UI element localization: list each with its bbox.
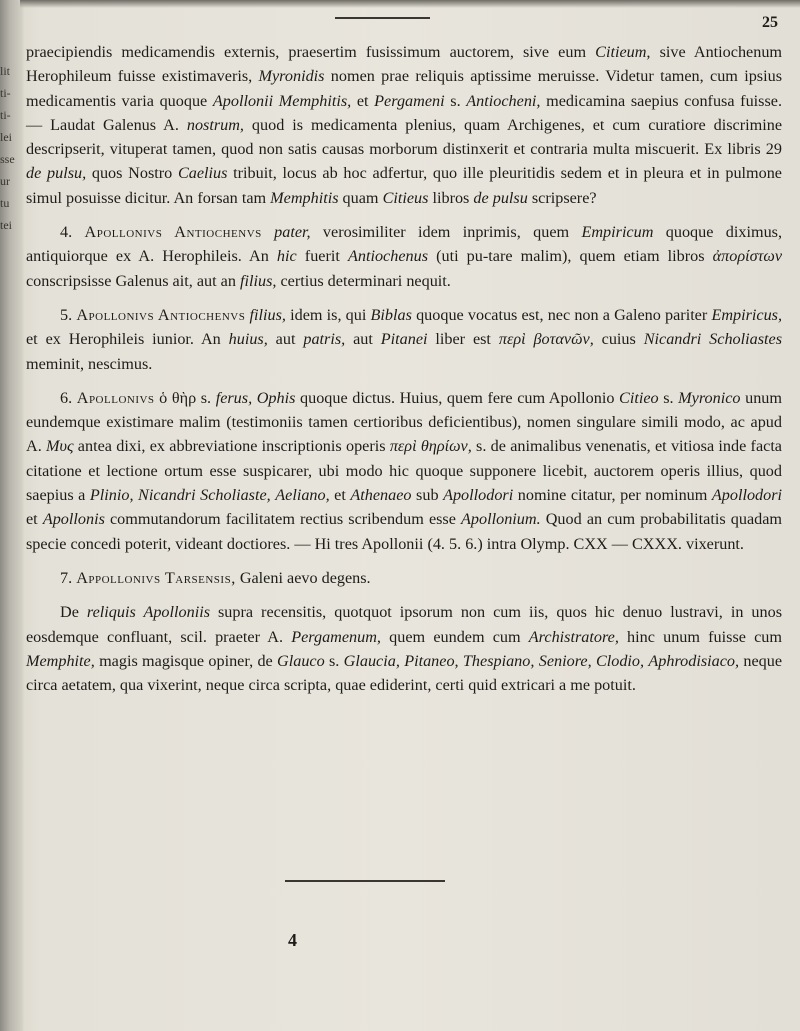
text-run: aut: [267, 330, 304, 349]
page-number: 25: [762, 14, 778, 31]
text-run: verosimiliter idem inprimis, quem: [310, 223, 582, 242]
text-run: unum eundemque existimare malim (testimoniis tamen certioribus deficientibus), nomen singulare simili modo, ac apud A.: [26, 388, 782, 456]
italic-term: Myronico: [678, 388, 741, 407]
italic-term: Antiochenus: [347, 247, 428, 266]
italic-term: Memphitis: [270, 188, 339, 207]
text-run: supra recensitis, quotquot ipsorum non cum iis, quos hic denuo lustravi, in unos eosdemque confluant, scil. praeter A.: [26, 603, 782, 646]
italic-term: Seniore,: [538, 651, 592, 670]
facing-page-bleed: [0, 60, 22, 236]
body-text: [26, 40, 782, 697]
paragraph-apollonius-ferus: [26, 386, 782, 556]
text-run: quoque dictus. Huius, quem fere cum Apollonio: [295, 388, 620, 407]
italic-term: Apollonis: [42, 510, 105, 529]
text-run: quod is medicamenta plenius, quam Archigenes, et cum curatiore discrimine descripserit, vituperat tamen, quod non satis causas morborum distinxerit et contraria multa miscuerit. Ex libris 29: [26, 115, 782, 159]
text-run: meminit, nescimus.: [26, 354, 153, 373]
text-run: certius determinari nequit.: [276, 271, 451, 290]
italic-term: huius,: [228, 330, 268, 349]
italic-term: Myronidis: [258, 67, 325, 86]
italic-term: Ophis: [256, 388, 296, 407]
italic-term: Pergameni: [374, 91, 445, 110]
italic-term: ἀπορίστων: [712, 247, 782, 266]
bleed-fragment: lei: [0, 130, 12, 144]
text-run: hinc unum fuisse cum: [618, 627, 782, 646]
italic-term: Memphite,: [26, 651, 95, 670]
header-rule: [335, 17, 430, 19]
italic-term: Empiricum: [581, 223, 654, 242]
text-run: conscripsisse Galenus ait, aut an: [26, 271, 240, 290]
italic-term: filius,: [239, 271, 277, 290]
text-run: ὁ θὴρ s.: [154, 388, 216, 407]
text-run: et: [351, 91, 375, 110]
italic-term: περὶ βοτανῶν,: [498, 330, 594, 349]
paragraph-apollonius-antiochenus-pater: [26, 220, 782, 293]
bleed-fragment: tei: [0, 218, 12, 232]
italic-term: hic: [276, 247, 297, 266]
signature-mark: 4: [288, 930, 297, 950]
italic-term: Plinio,: [89, 486, 134, 505]
italic-term: Apollodori: [443, 486, 514, 505]
bleed-fragment: sse: [0, 152, 15, 166]
italic-term: Pitanei: [380, 330, 428, 349]
italic-term: Nicandri Scholiaste,: [138, 486, 271, 505]
text-run: neque circa aetatem, qua vixerint, neque circa scripta, quae ediderint, certi quid extricari a me potuit.: [26, 651, 783, 695]
italic-term: nostrum,: [186, 115, 244, 134]
italic-term: Clodio,: [595, 651, 645, 670]
paragraph-apollonius-tarsensis: [26, 566, 782, 590]
text-run: s.: [444, 91, 467, 110]
footer-rule: [285, 880, 445, 882]
italic-term: Apollonium.: [461, 510, 541, 529]
author-name: Apollonivs Antiochenvs: [76, 305, 246, 324]
text-run: aut: [345, 330, 381, 349]
text-run: tribuit, locus ab hoc adfertur, quo ille pleuritidis sedem et in pleura et in pulmone simul posuisse dicitur. An forsan tam: [26, 164, 782, 207]
italic-term: Archistratore,: [528, 627, 619, 646]
text-run: et ex Herophileis iunior. An: [26, 330, 229, 349]
text-run: Galeni aevo degens.: [235, 568, 371, 587]
italic-term: Pitaneo,: [404, 651, 459, 670]
text-run: antea dixi, ex abbreviatione inscriptionis operis: [73, 437, 390, 456]
text-run: quam: [338, 188, 383, 207]
text-run: cuius: [593, 330, 644, 349]
text-run: De: [60, 603, 87, 622]
italic-term: Citieum,: [595, 43, 651, 61]
italic-term: Aeliano,: [275, 486, 330, 505]
italic-term: Biblas: [370, 305, 412, 324]
italic-term: Nicandri Scholiastes: [643, 330, 782, 349]
italic-term: filius,: [249, 305, 286, 324]
text-run: et: [26, 510, 43, 529]
text-run: idem is, qui: [285, 305, 371, 324]
page-top-shadow: [20, 0, 800, 8]
italic-term: Glaucia,: [343, 651, 400, 670]
author-name: Apollonivs Antiochenvs: [84, 223, 262, 242]
italic-term: Antiocheni,: [466, 91, 541, 110]
text-run: (uti pu-tare malim), quem etiam libros: [428, 247, 713, 266]
italic-term: Μυς: [46, 437, 74, 456]
text-run: quem eundem cum: [380, 627, 529, 646]
text-run: quoque diximus, antiquiorque ex A. Herophileis. An: [26, 223, 783, 266]
italic-term: patris,: [303, 330, 346, 349]
bleed-fragment: tu: [0, 196, 10, 210]
bleed-fragment: lit: [0, 64, 11, 78]
paragraph-apollonius-citieus: [26, 40, 782, 210]
text-run: 4.: [60, 223, 85, 242]
text-run: commutandorum facilitatem rectius scribendum esse: [104, 510, 462, 529]
italic-term: Glauco: [277, 651, 325, 670]
text-run: s.: [324, 651, 344, 670]
italic-term: Pergamenum,: [291, 627, 381, 646]
text-run: medicamina saepius confusa fuisse. — Laudat Galenus A.: [26, 91, 782, 134]
bleed-fragment: ti-: [0, 86, 11, 100]
text-run: praecipiendis medicamendis externis, praesertim fusissimum auctorem, sive eum: [26, 43, 596, 61]
bleed-fragment: ti-: [0, 108, 11, 122]
text-run: sive Antiochenum Herophileum fuisse existimaveris,: [26, 43, 783, 86]
italic-term: περὶ θηρίων,: [389, 437, 472, 456]
text-run: magis magisque opiner, de: [94, 651, 278, 670]
italic-term: ferus,: [215, 388, 253, 407]
italic-term: de pulsu: [473, 188, 528, 207]
text-run: s. de animalibus venenatis, et vitiosa inde facta citatione et lectione ortum esse suspicarer, ubi modo hic quoque supponere licebit, auctorem operis illius, quod saepius a: [26, 437, 782, 505]
text-run: nomine citatur, per nominum: [513, 486, 712, 505]
text-run: 7.: [60, 568, 77, 587]
paragraph-reliquis-apolloniis: [26, 600, 782, 697]
italic-term: Apollodori: [711, 486, 783, 505]
italic-term: Athenaeo: [350, 486, 412, 505]
italic-term: Empiricus,: [711, 305, 783, 324]
text-run: 5.: [60, 305, 77, 324]
author-name: Appollonivs Tarsensis,: [76, 568, 236, 587]
text-run: s.: [658, 388, 679, 407]
text-run: [262, 223, 274, 241]
italic-term: de pulsu,: [26, 164, 87, 183]
author-name: Apollonivs: [76, 388, 155, 407]
bleed-fragment: ur: [0, 174, 10, 188]
text-run: Quod an cum probabilitatis quadam specie concedi poterit, videant doctiores. — Hi tres Apollonii (4. 5. 6.) intra Olymp. CXX — CXXX. vixerunt.: [26, 510, 782, 553]
text-run: nomen prae reliquis aptissime meruisse. Videtur tamen, cum ipsius medicamentis varia quoque: [26, 67, 782, 110]
text-run: sub: [411, 486, 444, 505]
text-run: liber est: [427, 330, 499, 349]
italic-term: Apollonii Memphitis,: [212, 91, 352, 110]
italic-term: Caelius: [177, 164, 228, 183]
italic-term: Citieus: [382, 188, 429, 207]
text-run: quoque vocatus est, nec non a Galeno pariter: [411, 305, 712, 324]
text-run: scripsere?: [527, 188, 597, 207]
text-run: quos Nostro: [86, 164, 178, 183]
italic-term: Aphrodisiaco,: [648, 651, 740, 670]
italic-term: reliquis Apolloniis: [86, 603, 210, 622]
text-run: 6.: [60, 388, 77, 407]
italic-term: Thespiano,: [462, 651, 535, 670]
italic-term: Citieo: [619, 388, 659, 407]
text-run: fuerit: [296, 247, 348, 266]
italic-term: pater,: [274, 223, 311, 242]
paragraph-apollonius-antiochenus-filius: [26, 303, 782, 376]
text-run: libros: [428, 188, 474, 207]
text-run: et: [329, 486, 351, 505]
